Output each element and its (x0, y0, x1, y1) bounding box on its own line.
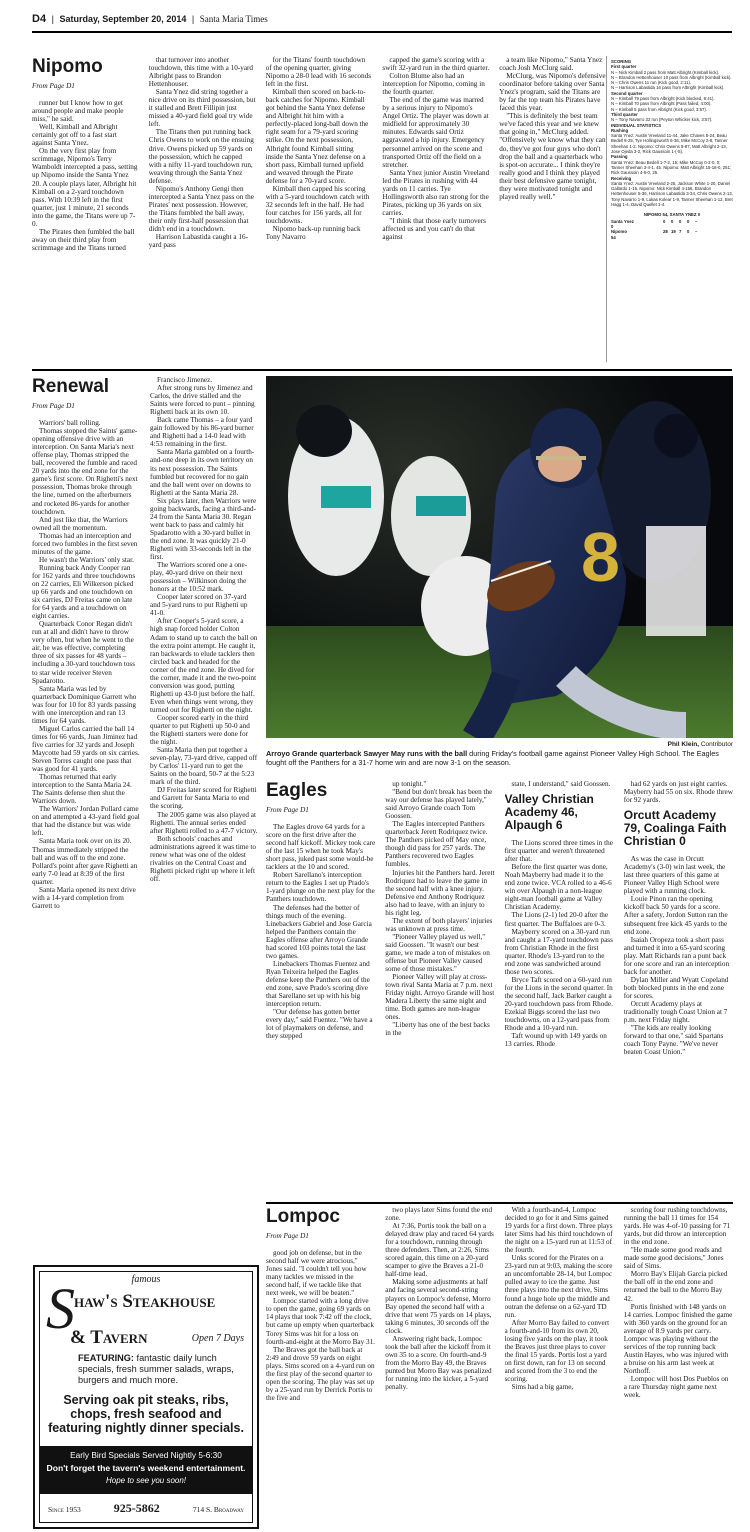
score-cell: 19 (671, 229, 676, 235)
paragraph: Santa Ynez did string together a nice drive on its third possession, but it stalled and Brett Fillipin just missed a 40-yard field goal try wide left. (148, 88, 256, 129)
score-row (611, 229, 733, 240)
ad-tavern: & Tavern (70, 1327, 148, 1348)
nipomo-col-1 (32, 56, 139, 362)
paragraph: Santa Maria was led by quarterback Dominique Garrett who was four for 10 for 83 yards passing with one interception and ran 13 times for 64 yards. (32, 684, 137, 725)
caption-lead: Arroyo Grande quarterback Sawyer May runs with the ball (266, 749, 468, 758)
paragraph: DJ Freitas later scored for Righetti and Garrett for Santa Maria to end the scoring. (150, 786, 257, 811)
nipomo-col-5 (499, 56, 606, 362)
lompoc-col-3 (505, 1206, 614, 1528)
paragraph: two plays later Sims found the end zone. (385, 1206, 493, 1223)
section-rule-1 (32, 369, 732, 371)
lompoc-headline: Lompoc (266, 1206, 340, 1227)
box-subhead: Passing (611, 154, 628, 160)
nipomo-headline: Nipomo (32, 56, 103, 77)
photo-caption (266, 740, 733, 770)
paragraph: Sims had a big game, (511, 1383, 574, 1392)
paragraph: capped the game's scoring with a swift 32-yard run in the third quarter. (382, 56, 490, 73)
box-line: Santa Ynez: Austin Vreeland 2-25, Jackson White 1-20, Daniel Gallardo 1-15. Nipomo: Nick Kimball 4-156, Brandon Hettenhouser 5-36, Harrison Labastida 3-34, Chris Owens 2-13, Tony Navarro 1-9, Lukas Kolear 1-9, Tanner Sheehan 1-12, Bret Hagg 1-4, David Quellet 1-4. (611, 180, 733, 208)
score-row (611, 219, 733, 230)
score-cell: Santa Ynez (611, 218, 634, 224)
paragraph: Kimball then scored on back-to-back catches for Nipomo. Kimball got behind the Santa Ynez defense and Albright hit him with a perfectly-placed long-ball down the right seam for a 79-yard scoring strike. On the next possession, Albright found Kimball sitting inside the Santa Ynez defense on a short pass, Kimball turned upfield and weaved through the Pirate defense for a 70-yard score. (265, 88, 369, 185)
eagles-headline: Eagles (266, 780, 328, 801)
lompoc-jump: From Page D1 (266, 1232, 309, 1240)
paragraph: The Warriors scored one a one-play, 40-yard drive on their next possession – Wilkinson doing the honors at the 10:52 mark. (150, 561, 248, 594)
nipomo-col-4 (382, 56, 489, 362)
vca-subhead: Valley Christian Academy 46, Alpaugh 6 (504, 792, 594, 833)
ad-since: Since 1953 (48, 1505, 81, 1514)
score-cell: – (695, 229, 698, 235)
paragraph: Santa Maria gambled on a fourth-and-one deep in its own territory on its next possession. The Saints fumbled but recovered for no gain and the ball went over on downs to Righetti at the Santa Maria 28. (150, 448, 255, 497)
paragraph: At 7:36, Portis took the ball on a delayed draw play and raced 64 yards for a touchdown, running through three defenders. Then, at 2:26, Sims scored again, this time on a 20-yard scamper to give the Braves a 21-0 half-time lead. (385, 1222, 494, 1279)
masthead-date: Saturday, September 20, 2014 (59, 14, 187, 24)
paragraph: scoring four rushing touchdowns, running the ball 11 times for 154 yards. He was 4-of-10 passing for 71 yards, but did throw an interception in the end zone. (623, 1206, 731, 1247)
paragraph: Santa Maria then put together a seven-play, 73-yard drive, capped off by Carlos' 11-yard run to get the Saints on the board, 50-7 at the 5:23 mark of the third. (150, 746, 258, 787)
box-subhead: Third quarter (611, 111, 638, 117)
paragraph: good job on defense, but in the second half we were atrocious," Jones said. "I couldn't tell you how many tackles we missed in the second half, if we tackle like that next week, we will be beaten." (266, 1249, 367, 1298)
ad-phone: 925-5862 (113, 1501, 160, 1515)
eagles-story (266, 780, 733, 1152)
paragraph: "I think that those early turnovers affected us and you can't do that against (382, 216, 486, 242)
paragraph: The Lions scored three times in the first quarter and weren't threatened after that. (504, 839, 613, 864)
paragraph: "The kids are really looking forward to that one," said Spartans coach Tony Payne. "We've never beaten Coast Union." (623, 1024, 724, 1057)
paragraph: Answering right back, Lompoc took the ball after the kickoff from it own 35 to a score. On fourth-and-9 from the Morro Bay 49, the Braves punted but Morro Bay was penalized for running into the kicker, a 5-yard penalty. (385, 1334, 492, 1392)
eagles-col-4 (624, 780, 733, 1152)
eagles-col-1 (266, 780, 375, 1152)
ad-famous: famous (131, 1274, 161, 1285)
box-line: N – Chris Owens 11 run (Kick good, 2:11). (611, 80, 692, 86)
paragraph: Santa Ynez junior Austin Vreeland led the Pirates in rushing with 44 yards on 11 carries. Tye Hollingsworth also ran strong for the Pirates, picking up 36 yards on six carries. (382, 168, 490, 217)
ad-open: Open 7 Days (191, 1333, 244, 1344)
box-line: N – Kimball 5 pass from Albright (Kick good, 3:57). (611, 106, 708, 112)
paragraph: Six plays later, then Warriors were going backwards, facing a third-and-24 from the Santa Maria 30. Regan went back to pass and calmly hit Spadarotto with a 30-yard bullet in the end zone. It was quickly 21-0 Righetti with 33-seconds left in the first. (150, 496, 257, 562)
box-subhead: Rushing (611, 127, 629, 133)
paragraph: Both schools' coaches and administrations agreed it was time to renew what was one of the oldest rivalries on the Central Coast and Righetti picked right up where it left off. (150, 834, 256, 883)
paragraph: "Liberty has one of the best backs in the (385, 1021, 490, 1038)
score-cell: 28 (663, 229, 668, 235)
paragraph: Santa Maria took over on its 20. Thomas immediately stripped the ball and was off to the end zone. Pollard's point after gave Righetti an early 7-0 lead at 8:39 of the first quarter. (32, 837, 138, 886)
paragraph: Bryce Taft scored on a 60-yard run for the Lions in the second quarter. In the second half, Jack Barker caught a 20-yard touchdown pass from Rhode. Ezekial Biggs scored the last two touchdowns, on a 12-yard pass from Rhode and a 10-yard run. (504, 975, 613, 1033)
paragraph: Cooper scored early in the third quarter to put Righetti up 50-0 and the Righetti starters were done for the night. (150, 713, 250, 747)
ad-hope: Hope to see you soon! (105, 1476, 187, 1485)
box-score (611, 59, 733, 364)
photo-credit: Phil Klein, Contributor (667, 741, 733, 748)
paragraph: "He made some good reads and made some good decisions," Jones said of Sims. (623, 1246, 724, 1271)
paragraph: The extent of both players' injuries was unknown at press time. (385, 916, 493, 933)
paragraph: had 62 yards on just eight carries. Mayberry had 55 on six. Rhode threw for 92 yards. (623, 780, 733, 805)
paragraph: The Lions (2-1) led 20-0 after the first quarter. The Buffaloes are 0-3. (504, 911, 609, 928)
paragraph: Thomas stopped the Saints' game-opening offensive drive with an interception. On Santa Maria's next offense play, Thomas stripped the ball, recovered the fumble and raced 20 yards into the end zone for the game's first score. On Righetti's next possession, Thomas broke through the line, turned on the afterburners and rocketed 86-yards for another touchdown. (32, 427, 138, 516)
nipomo-col-3 (266, 56, 373, 362)
score-cell: 7 (679, 229, 682, 235)
paragraph: The Pirates then fumbled the ball away on their third play from scrimmage and the Titans turned (32, 227, 135, 252)
paragraph: Taft wound up with 149 yards on 13 carries. Rhode (504, 1032, 607, 1049)
paragraph: Nipomo back-up running back Tony Navarro (265, 224, 361, 242)
paragraph: Morro Bay's Elijah Garcia picked the ball off in the end zone and returned the ball to the Morro Bay 42. (623, 1270, 728, 1303)
masthead-paper: Santa Maria Times (199, 14, 268, 24)
score-cell: 0 (663, 218, 666, 224)
paragraph: As was the case in Orcutt Academy's (3-0) win last week, the last three quarters of this game at Pioneer Valley High School were played with a running clock. (623, 855, 726, 896)
paragraph: After Morro Bay failed to convert a fourth-and-10 from its own 20, losing five yards on the play, it took the Braves just three plays to cover the final 15 yards. Portis lost a yard on first down, ran for 13 on second and scored from the 3 to end the scoring. (504, 1318, 610, 1383)
lompoc-col-1 (266, 1206, 375, 1528)
paragraph: Lompoc will host Dos Pueblos on a rare Thursday night game next week. (623, 1374, 729, 1400)
paragraph: Injuries hit the Panthers hard. Jerett Rodriquez had to leave the game in the second half with a knee injury. Defensive end Anthony Rodriquez also had to leave, with an injury to his right leg. (385, 868, 495, 917)
paragraph: Pioneer Valley will play at cross-town rival Santa Maria at 7 p.m. next Friday night. Arroyo Grande will host Madera Liberty the same night and time. Both games are non-league ones. (385, 973, 495, 1022)
ad-serving: Serving oak pit steaks, ribs, chops, fresh seafood and featuring nightly dinner specials. (48, 1393, 244, 1435)
paragraph: Isaiah Oropeza took a short pass and turned it into a 65-yard scoring play. Matt Richards ran a punt back for one score and ran an interception back for another. (623, 935, 730, 976)
football-photo (266, 376, 733, 738)
box-subhead: Second quarter (611, 90, 643, 96)
ad-address: 714 S. Broadway (192, 1505, 244, 1514)
box-line: Santa Ynez: Austin Vreeland 11-44, Jake Chaves 5-24, Beau Bedell 8-25, Tye Hollingsworth 6-36, Mike McCoy 2-8, Tanner Sheehan 1-2. Nipomo: Chris Owens 8-87, Matt Albright 2-13, Jose Ojeda 3-2, Rick Gaussoin 1-(-5). (611, 133, 728, 155)
paragraph: Before the first quarter was done, Noah Mayberry had made it to the end zone twice. VCA rolled to a 46-6 win over Alpaugh in a non-league eight-man football game at Valley Christian Academy. (504, 863, 612, 912)
eagles-col-3 (505, 780, 614, 1152)
paragraph: Well, Kimball and Albright certainly got off to a fast start against Santa Ynez. (32, 123, 118, 148)
box-line: Santa Ynez: Beau Bedell 1-7-2, 15; Mike McCoy 0-2-0, 0; Tanner Sheehan 3-4-1, 45. Nipomo: Matt Albright 15-18-0, 251; Rick Gaussoin 4-6-0, 25. (611, 159, 732, 176)
paragraph: state, I understand," said Goossen. (511, 780, 611, 788)
steakhouse-ad (33, 1265, 259, 1529)
score-cell: 0 (679, 218, 682, 224)
score-cell: 0 (687, 218, 690, 224)
paragraph: Warriors' ball rolling. (39, 419, 101, 428)
paragraph: Francisco Jimenez. (157, 376, 213, 384)
paragraph: The Warriors' Jordan Pollard came on and attempted a 43-yard field goal that had the distance but was wide left. (32, 805, 140, 838)
box-line: N – Kimball 70 pass from Albright (Pass failed, 4:00). (611, 101, 712, 107)
paragraph: a team like Nipomo," Santa Ynez coach Josh McClurg said. (499, 56, 603, 73)
paragraph: Portis finished with 148 yards on 14 carries. Lompoc finished the game with 360 yards on the ground for an average of 8.9 yards per carry. Lompoc was playing without the services of the top running back Austin Hayes, who was injured with a bruise on his arm last week at Northoff. (623, 1302, 733, 1375)
paragraph: Linebackers Thomas Fuentez and Ryan Teixeira helped the Eagles defense keep the Panthers out of the end zone, save Prado's scoring dive that Sarellano set up with his big interception return. (266, 959, 370, 1009)
ad-early-bird: Early Bird Specials Served Nightly 5-6:30 (70, 1450, 222, 1460)
lompoc-story (266, 1206, 733, 1528)
paragraph: Orcutt Academy plays at traditionally tough Coast Union at 7 p.m. next Friday night. (623, 999, 728, 1025)
score-cell: 54 (611, 234, 616, 240)
lompoc-col-4 (624, 1206, 733, 1528)
eagles-jump: From Page D1 (266, 806, 309, 814)
paragraph: Quarterback Conor Regan didn't run at all and didn't have to throw very often, but when he went to the air, he was effective, completing three of six passes for 48 yards – including a 30-yard touchdown toss to star wide receiver Steven Spadarotto. (32, 620, 136, 685)
paragraph: Running back Andy Cooper ran for 162 yards and three touchdowns on 22 carries, Eli Wilkerson picked up 66 yards and one touchdown on six carries, DJ Freitas came on late for 64 yards and a touchdown on eight carries. (32, 563, 136, 621)
box-subhead: First quarter (611, 64, 637, 70)
paragraph: The 2005 game was also played at Righetti. The annual series ended after Righetti rolled to a 47-7 victory. (150, 810, 258, 835)
caption-body: during Friday's football game against Pioneer Valley High School. The Eagles fought off the Panthers for a 31-7 home win and are now 3-1 on the season. (266, 749, 719, 767)
paragraph: Colton Blume also had an interception for Nipomo, coming in the fourth quarter. (382, 72, 485, 97)
box-line: N – Tony Navarro 32 run (Peyton Whicker kick, 3:57). (611, 117, 713, 123)
paragraph: for the Titans' fourth touchdown of the opening quarter, giving Nipomo a 28-0 lead with 16 seconds left in the first. (265, 56, 371, 89)
paragraph: The Titans then put running back Chris Owens to work on the ensuing drive. Owens picked up 59 yards on the possession, which he capped with a nifty 11-yard touchdown run, weaving through the Santa Ynez defense. (148, 128, 254, 185)
ad-dark-band (40, 1446, 252, 1494)
box-rule (606, 56, 607, 362)
lompoc-col-2 (385, 1206, 494, 1528)
score-cell: – (695, 218, 698, 224)
box-subhead: INDIVIDUAL STATISTICS (611, 122, 662, 128)
paragraph: The end of the game was marred by a serious injury to Nipomo's Angel Ortiz. The player was down at midfield for approximately 30 minutes. Edwards said Ortiz aggravated a hip injury. Emergency personnel arrived on the scene and transported Ortiz off the field on a stretcher. (382, 96, 489, 169)
paragraph: After strong runs by Jimenez and Carlos, the drive stalled and the Saints were forced to punt – pinning Righetti back at its own 10. (150, 384, 255, 417)
paragraph: "Our defense has gotten better every day," said Fuentez. "We have a lot of playmakers on defense, and they stepped (266, 1008, 373, 1041)
paragraph: With a fourth-and-4, Lompoc decided to go for it and Sims gained 19 yards for a first down. Three plays later Sims had his third touchdown of the night on a 15-yard run at 11:53 of the fourth. (504, 1206, 613, 1255)
ad-name: haw's Steakhouse (74, 1291, 216, 1312)
masthead-rule (32, 31, 732, 33)
box-line: N – Harrison Labastida 16 pass from Albright (Kimball kick). (611, 85, 725, 91)
paragraph: Mayberry scored on a 30-yard run and caught a 17-yard touchdown pass from Christian Rhode in the first quarter. Rhode's 13-yard run to the end zone was sandwiched around those two scores. (504, 927, 613, 976)
page-number: D4 (32, 13, 47, 25)
final-score-title: NIPOMO 54, SANTA YNEZ 0 (643, 212, 701, 218)
ad-featuring: FEATURING: fantastic daily lunch specials, fresh summer salads, wraps, burgers and much more. (78, 1353, 234, 1385)
paragraph: Unks scored for the Pirates on a 23-yard run at 9:03, making the score an uncomfortable 28-14, but Lompoc pulled away to ice the game. Just three plays into the next drive, Sims found a huge hole up the middle and outran the defense on a 62-yard TD run. (504, 1254, 613, 1319)
paragraph: Making some adjustments at half and facing several second-string players on Lompoc's defense, Morro Bay opened the second half with a drive that went 75 yards on 14 plays, taking 6 minutes, 30 seconds off the clock. (385, 1278, 492, 1335)
score-cell: Nipomo (611, 229, 627, 235)
nipomo-story (32, 56, 606, 362)
paragraph: Robert Sarellano's interception return to the Eagles 1 set up Prado's 1-yard plunge on the next play for the Panthers touchdown. (266, 871, 375, 904)
paragraph: And just like that, the Warriors owned all the momentum. (32, 515, 128, 532)
box-line: N – Nick Kimball 2 pass from Matt Albright (Kimball kick). (611, 69, 720, 75)
eagles-col-2 (385, 780, 494, 1152)
box-line: N – Brandon Hettenhouser 10 pass from Albright (Kimball kick). (611, 74, 732, 80)
ad-big-s: S (46, 1276, 75, 1341)
nipomo-jump: From Page D1 (32, 82, 75, 90)
renewal-headline: Renewal (32, 376, 110, 397)
paragraph: up tonight." (392, 780, 427, 788)
paragraph: Miguel Carlos carried the ball 14 times for 66 yards, Juan Jiminez had five carries for 32 yards and Joseph Maycotte had 59 yards on six carries. Steven Torres caught one pass that was good for 41 yards. (32, 724, 140, 774)
paragraph: "Pioneer Valley played us well," said Goossen. "It wasn't our best game, we made a ton of mistakes on offense but Pioneer Valley caused some of those mistakes." (385, 932, 490, 974)
paragraph: Dylan Miller and Wyatt Copeland both blocked punts in the end zone for scores. (623, 975, 729, 1000)
paragraph: The defenses had the better of things much of the evening. Linebackers Gabriel and Jose Garcia helped the Panthers contain the Eagles offense after Arroyo Grande had scored 103 points total the last two games. (266, 903, 372, 960)
orcutt-subhead: Orcutt Academy 79, Coalinga Faith Christian 0 (623, 808, 727, 849)
paragraph: Harrison Labastida caught a 16-yard pass (148, 233, 249, 250)
paragraph: The Eagles intercepted Panthers quarterback Jerett Rodriquez twice. The Panthers picked off May once, though did pass for 257 yards. The Panthers recovered two Eagles fumbles. (385, 820, 488, 869)
score-cell: 0 (671, 218, 674, 224)
paragraph: He wasn't the Warriors' only star. (39, 555, 134, 564)
paragraph: The Braves got the ball back at 2:49 and drove 59 yards on eight plays. Sims scored on a 4-yard run on the first play of the second quarter to open the scoring. The play was set up by a 25-yard run by Derrick Portis to the five and (266, 1345, 375, 1402)
paragraph: Thomas returned that early interception to the Santa Maria 24. The Saints defense then shut the Warriors down. (32, 773, 132, 806)
paragraph: that turnover into another touchdown, this time with a 10-yard Albright pass to Brandon Hettenhouser. (148, 56, 253, 89)
paragraph: Back came Thomas – a four yard gain followed by his 86-yard burner and Righetti had a 14-0 lead with 4:53 remaining in the first. (150, 416, 254, 449)
section-rule-2 (266, 1202, 733, 1204)
scoring-title: SCORING (611, 59, 632, 64)
paragraph: Thomas had an interception and forced two fumbles in the first seven minutes of the game. (32, 531, 138, 556)
paragraph: Nipomo's Anthony Gengi then intercepted a Santa Ynez pass on the Pirates' next possession. However, the Titans fumbled the ball away, their only first-half possession that didn't end in a touchdown. (148, 184, 254, 233)
masthead: D4 | Saturday, September 20, 2014 | Santa Maria Times (32, 13, 268, 25)
paragraph: "This is definitely the best team we've faced this year and we knew that going in," McClurg added. "Offensively we know what they can do, they've got four guys who don't drop the ball and a quarterback who is spot-on accurate... I think they're really good and I think they played their best defensive game tonight, they were motivated tonight and played really well." (499, 112, 606, 201)
paragraph: Cooper later scored on 37-yard and 5-yard runs to put Righetti up 41-0. (150, 593, 248, 618)
renewal-jump: From Page D1 (32, 402, 75, 410)
ad-tavern-note: Don't forget the tavern's weekend entertainment. (46, 1463, 246, 1473)
paragraph: Louie Pinon ran the opening kickoff back 50 yards for a score. After a safety, Jordon Sutton ran the subsequent free kick 45 yards to the end zone. (623, 895, 728, 936)
paragraph: "Bend but don't break has been the way our defense has played lately," said Arroyo Grande coach Tom Goossen. (385, 788, 493, 821)
photo-image (266, 376, 733, 738)
jersey-number: 8 (581, 518, 620, 596)
paragraph: Lompoc started with a long drive to open the game, going 69 yards on 14 plays that took 7:42 off the clock, but came up empty when quarterback Torey Sims was hit for a loss on fourth-and-eight at the Morro Bay 31. (266, 1297, 375, 1346)
box-line: N – Kimball 79 pass from Albright (Kick blocked, 9:41). (611, 96, 715, 102)
nipomo-col-2 (149, 56, 256, 362)
box-subhead: Receiving (611, 175, 632, 181)
score-cell: 0 (687, 229, 690, 235)
paragraph: On the very first play from scrimmage, Nipomo's Terry Wamboldt intercepted a pass, setting up Nipomo inside the Santa Ynez 20. A couple plays later, Albright hit Kimball on a 2-yard touchdown pass. With 10:39 left in the first quarter, just 1 minute, 21 seconds into the game, the Titans were up 7-0. (32, 147, 138, 228)
paragraph: Kimball then capped his scoring with a 5-yard touchdown catch with 32 seconds left in the half. He had four catches for 156 yards, all for touchdowns. (265, 184, 370, 225)
paragraph: The Eagles drove 64 yards for a score on the first drive after the second half kickoff. Mickey took care of the last 15 when he took May's short pass, juked past some would-be tacklers at the 10 and scored. (266, 823, 376, 872)
paragraph: Santa Maria opened its next drive with a 14-yard completion from Garrett to (32, 885, 136, 910)
paragraph: runner but I know how to get around people and make people miss," he said. (32, 99, 124, 124)
paragraph: McClurg, was Nipomo's defensive coordinator before taking over Santa Ynez's program, said the Titans are by far the top team his Pirates have faced this year. (499, 72, 606, 113)
paragraph: After Cooper's 5-yard score, a high snap forced holder Colton Adam to stand up to catch the ball on the extra point attempt. He caught it, ran backwards to elude tacklers then circled back and headed for the corner of the end zone. He dived for the corner, made it and the two-point conversion was good, putting Righetti up 43-0 just before the half. Even when things went wrong, they turned out for Righetti on the night. (150, 617, 258, 714)
score-cell: 0 (611, 223, 614, 229)
